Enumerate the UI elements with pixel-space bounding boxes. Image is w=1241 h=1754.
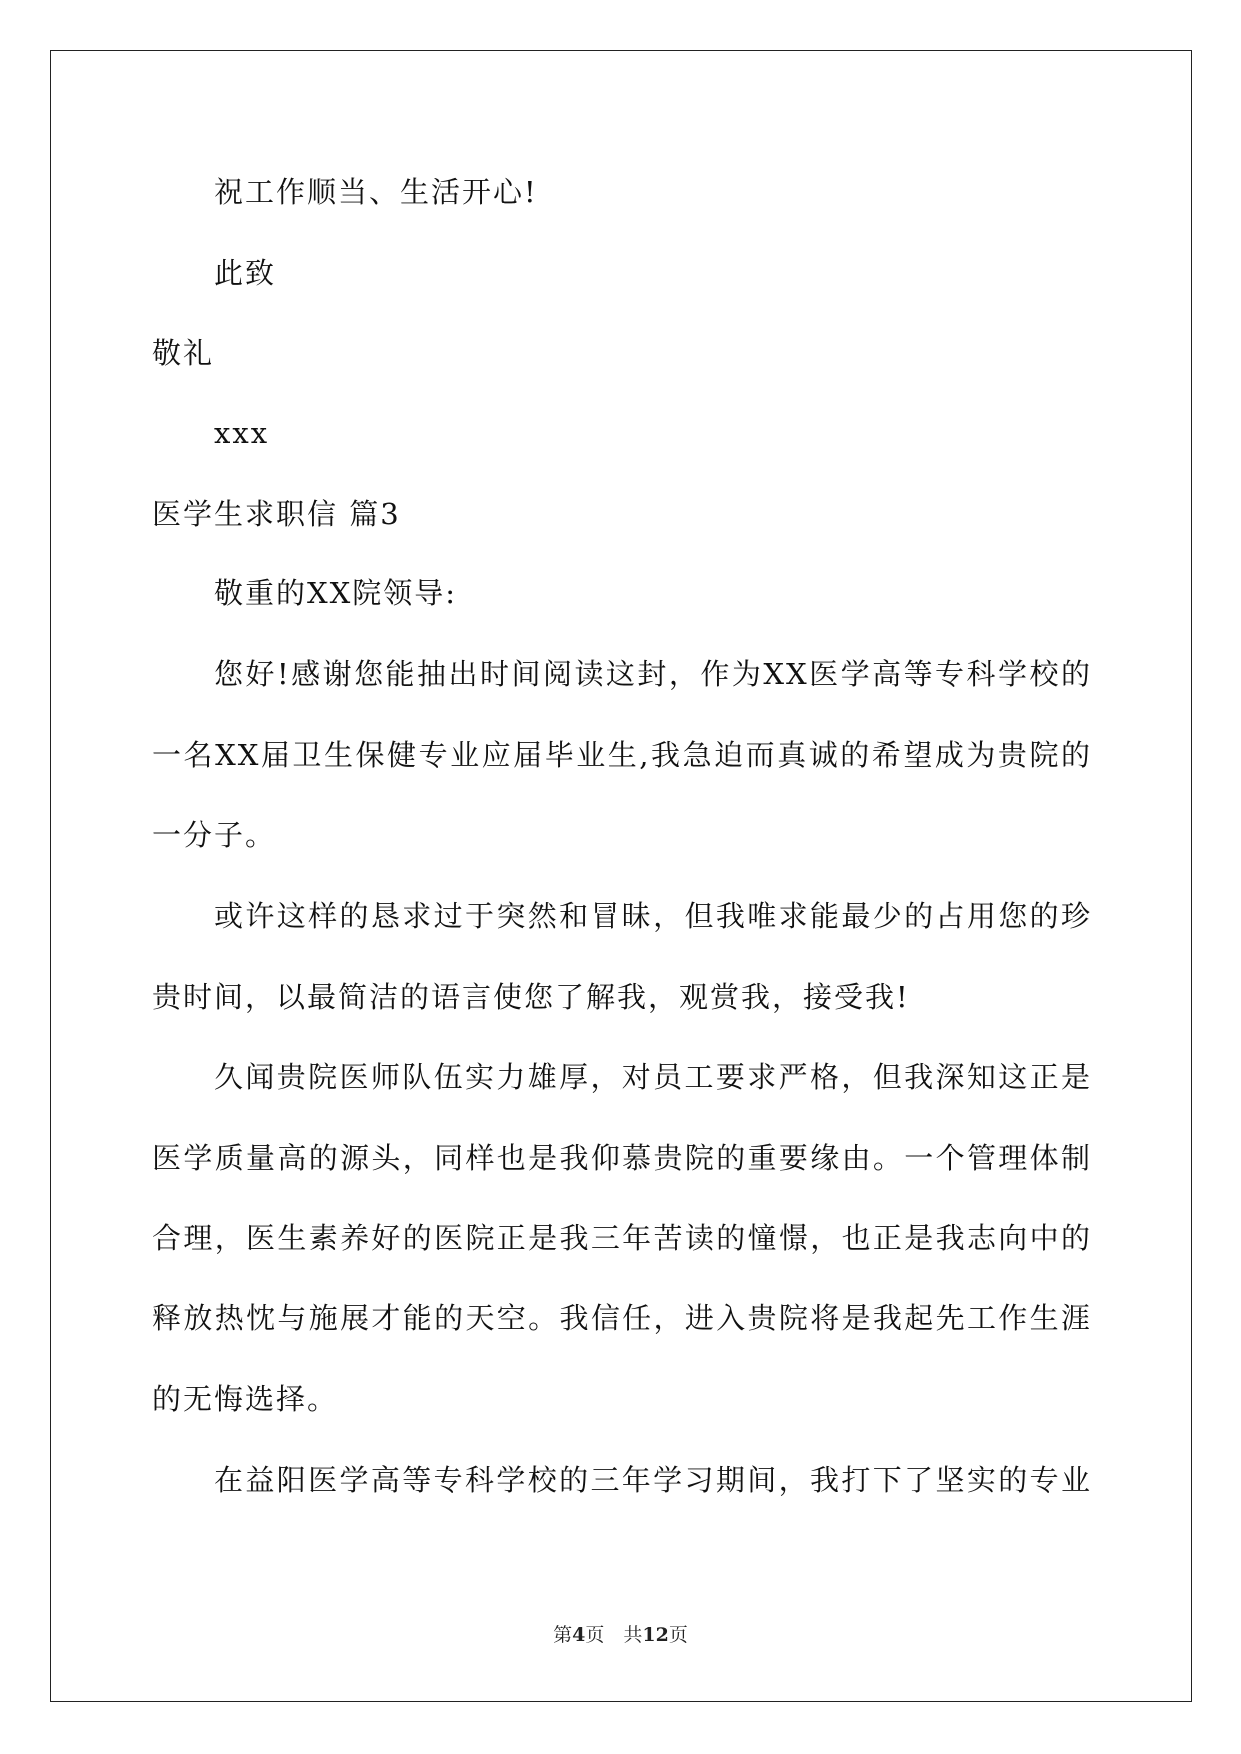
page-footer (0, 1620, 1241, 1647)
paragraph-line: 合理，医生素养好的医院正是我三年苦读的憧憬，也正是我志向中的 (152, 1221, 1092, 1255)
paragraph-line: 贵时间，以最简洁的语言使您了解我，观赏我，接受我! (152, 980, 910, 1014)
paragraph-line: 医学质量高的源头，同样也是我仰慕贵院的重要缘由。一个管理体制 (152, 1141, 1092, 1175)
closing-wish: 祝工作顺当、生活开心! (214, 175, 538, 209)
current-page-number: 4 (572, 1624, 586, 1646)
paragraph-line: 在益阳医学高等专科学校的三年学习期间，我打下了坚实的专业 (214, 1463, 1092, 1497)
signature: xxx (214, 416, 270, 450)
closing-salutation: 此致 (214, 256, 277, 290)
footer-mid: 页 共 (585, 1624, 643, 1646)
footer-prefix: 第 (553, 1624, 573, 1646)
paragraph-line: 久闻贵院医师队伍实力雄厚，对员工要求严格，但我深知这正是 (214, 1060, 1092, 1094)
page-border (50, 50, 1192, 1702)
total-page-number: 12 (642, 1624, 669, 1646)
paragraph-line: 一分子。 (152, 818, 277, 852)
footer-suffix: 页 (668, 1624, 688, 1646)
paragraph-line: 释放热忱与施展才能的天空。我信任，进入贵院将是我起先工作生涯 (152, 1301, 1092, 1335)
greeting: 敬重的XX院领导: (214, 576, 458, 610)
paragraph-line: 一名XX届卫生保健专业应届毕业生,我急迫而真诚的希望成为贵院的 (152, 738, 1092, 772)
section-heading: 医学生求职信 篇3 (152, 497, 401, 531)
closing-respect: 敬礼 (152, 336, 215, 370)
paragraph-line: 或许这样的恳求过于突然和冒昧，但我唯求能最少的占用您的珍 (214, 899, 1092, 933)
paragraph-line: 您好!感谢您能抽出时间阅读这封，作为XX医学高等专科学校的 (214, 657, 1092, 691)
paragraph-line: 的无悔选择。 (152, 1382, 339, 1416)
